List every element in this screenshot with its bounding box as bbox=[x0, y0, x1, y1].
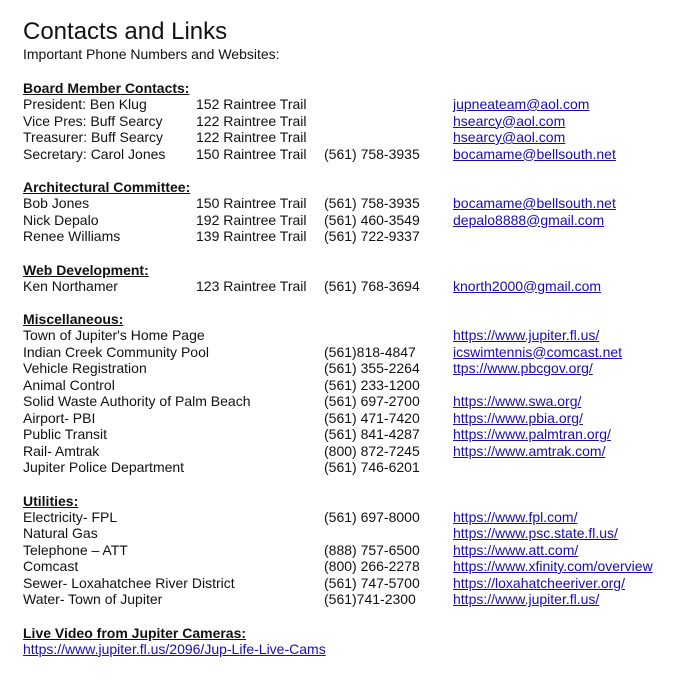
board-address: 122 Raintree Trail bbox=[196, 129, 307, 145]
misc-link[interactable]: https://www.amtrak.com/ bbox=[453, 442, 606, 459]
misc-row bbox=[23, 459, 683, 476]
web-address: 123 Raintree Trail bbox=[196, 277, 307, 294]
utility-phone: (561) 747-5700 bbox=[324, 574, 420, 591]
misc-link[interactable]: https://www.pbia.org/ bbox=[453, 409, 583, 426]
misc-phone: (561) 697-2700 bbox=[324, 393, 420, 409]
utility-name: Sewer- Loxahatchee River District bbox=[23, 574, 235, 591]
web-row bbox=[23, 278, 683, 295]
utility-row bbox=[23, 542, 683, 559]
live-cams-link[interactable]: https://www.jupiter.fl.us/2096/Jup-Life-Live-Cams bbox=[23, 640, 326, 657]
board-email-link[interactable]: hsearcy@aol.com bbox=[453, 129, 566, 145]
misc-phone bbox=[324, 327, 453, 344]
misc-row bbox=[23, 360, 683, 377]
utility-phone bbox=[324, 525, 453, 542]
utility-link[interactable]: https://www.jupiter.fl.us/ bbox=[453, 591, 600, 607]
misc-row bbox=[23, 410, 683, 427]
member-name: Bob Jones bbox=[23, 195, 90, 211]
misc-name: Jupiter Police Department bbox=[23, 459, 185, 475]
misc-phone: (561) 233-1200 bbox=[324, 376, 420, 393]
web-heading: Web Development: bbox=[23, 261, 149, 278]
board-row bbox=[23, 129, 683, 146]
utility-name: Electricity- FPL bbox=[23, 508, 118, 525]
utility-link[interactable]: https://www.psc.state.fl.us/ bbox=[453, 525, 618, 541]
board-role: President: Ben Klug bbox=[23, 96, 147, 112]
web-name: Ken Northamer bbox=[23, 277, 118, 294]
board-role: Treasurer: Buff Searcy bbox=[23, 129, 164, 145]
board-address: 122 Raintree Trail bbox=[196, 112, 307, 129]
misc-row bbox=[23, 377, 683, 394]
board-address: 150 Raintree Trail bbox=[196, 145, 307, 162]
web-email-link[interactable]: knorth2000@gmail.com bbox=[453, 277, 602, 294]
misc-phone: (561) 746-6201 bbox=[324, 459, 420, 475]
misc-row bbox=[23, 344, 683, 361]
board-role: Secretary: Carol Jones bbox=[23, 145, 166, 162]
member-phone: (561) 460-3549 bbox=[324, 211, 420, 228]
misc-phone: (800) 872-7245 bbox=[324, 442, 420, 459]
video-section bbox=[23, 625, 683, 657]
misc-phone: (561) 471-7420 bbox=[324, 409, 420, 426]
member-email-link[interactable]: depalo8888@gmail.com bbox=[453, 211, 605, 228]
utilities-section bbox=[23, 493, 683, 608]
member-phone: (561) 722-9337 bbox=[324, 228, 420, 244]
misc-section bbox=[23, 311, 683, 476]
utility-link[interactable]: https://www.fpl.com/ bbox=[453, 508, 578, 525]
contacts-document bbox=[23, 18, 683, 674]
misc-link[interactable]: https://www.swa.org/ bbox=[453, 393, 582, 409]
misc-phone: (561)818-4847 bbox=[324, 343, 416, 360]
misc-link[interactable]: icswimtennis@comcast.net bbox=[453, 343, 623, 360]
member-email-link[interactable]: bocamame@bellsouth.net bbox=[453, 195, 616, 211]
board-row bbox=[23, 146, 683, 163]
video-heading: Live Video from Jupiter Cameras: bbox=[23, 624, 247, 641]
misc-name: Airport- PBI bbox=[23, 409, 96, 426]
page-subtitle: Important Phone Numbers and Websites: bbox=[23, 46, 280, 62]
member-name: Nick Depalo bbox=[23, 211, 99, 228]
architectural-row bbox=[23, 228, 683, 245]
board-row bbox=[23, 113, 683, 130]
board-heading: Board Member Contacts: bbox=[23, 80, 190, 96]
utility-phone: (561) 697-8000 bbox=[324, 508, 420, 525]
utility-link[interactable]: https://www.xfinity.com/overview bbox=[453, 558, 653, 574]
member-address: 150 Raintree Trail bbox=[196, 195, 307, 211]
utility-row bbox=[23, 525, 683, 542]
board-phone bbox=[324, 129, 453, 146]
board-email-link[interactable]: hsearcy@aol.com bbox=[453, 112, 566, 129]
misc-link[interactable]: ttps://www.pbcgov.org/ bbox=[453, 360, 593, 376]
architectural-heading: Architectural Committee: bbox=[23, 179, 191, 195]
misc-row bbox=[23, 327, 683, 344]
misc-row bbox=[23, 426, 683, 443]
misc-name: Solid Waste Authority of Palm Beach bbox=[23, 393, 251, 409]
utility-name: Water- Town of Jupiter bbox=[23, 591, 163, 607]
board-phone: (561) 758-3935 bbox=[324, 145, 420, 162]
misc-name: Public Transit bbox=[23, 426, 108, 442]
utilities-heading: Utilities: bbox=[23, 492, 79, 509]
misc-name: Rail- Amtrak bbox=[23, 442, 100, 459]
board-phone bbox=[324, 96, 453, 113]
misc-name: Town of Jupiter's Home Page bbox=[23, 327, 205, 343]
misc-name: Animal Control bbox=[23, 376, 115, 393]
web-section bbox=[23, 262, 683, 295]
member-name: Renee Williams bbox=[23, 228, 121, 244]
board-email-link[interactable]: bocamame@bellsouth.net bbox=[453, 145, 616, 162]
misc-row bbox=[23, 393, 683, 410]
member-address: 192 Raintree Trail bbox=[196, 211, 307, 228]
page-title: Contacts and Links bbox=[23, 18, 228, 45]
board-row bbox=[23, 96, 683, 113]
board-section bbox=[23, 80, 683, 162]
architectural-row bbox=[23, 195, 683, 212]
web-phone: (561) 768-3694 bbox=[324, 277, 420, 294]
utility-row bbox=[23, 509, 683, 526]
misc-link[interactable]: https://www.jupiter.fl.us/ bbox=[453, 327, 600, 343]
board-email-link[interactable]: jupneateam@aol.com bbox=[453, 96, 590, 112]
utility-phone: (561)741-2300 bbox=[324, 591, 416, 607]
utility-phone: (800) 266-2278 bbox=[324, 558, 420, 574]
misc-phone: (561) 841-4287 bbox=[324, 426, 420, 442]
misc-heading: Miscellaneous: bbox=[23, 311, 124, 327]
utility-row bbox=[23, 575, 683, 592]
utility-name: Natural Gas bbox=[23, 525, 98, 541]
misc-phone: (561) 355-2264 bbox=[324, 360, 420, 376]
misc-name: Vehicle Registration bbox=[23, 360, 147, 376]
board-role: Vice Pres: Buff Searcy bbox=[23, 112, 163, 129]
utility-row bbox=[23, 591, 683, 608]
utility-phone: (888) 757-6500 bbox=[324, 541, 420, 558]
utility-name: Comcast bbox=[23, 558, 79, 574]
misc-row bbox=[23, 443, 683, 460]
utility-link[interactable]: https://www.att.com/ bbox=[453, 541, 579, 558]
member-address: 139 Raintree Trail bbox=[196, 228, 307, 244]
utility-name: Telephone – ATT bbox=[23, 541, 128, 558]
misc-link[interactable]: https://www.palmtran.org/ bbox=[453, 426, 611, 442]
board-address: 152 Raintree Trail bbox=[196, 96, 307, 112]
utility-link[interactable]: https://loxahatcheeriver.org/ bbox=[453, 574, 625, 591]
member-phone: (561) 758-3935 bbox=[324, 195, 420, 211]
architectural-row bbox=[23, 212, 683, 229]
misc-name: Indian Creek Community Pool bbox=[23, 343, 209, 360]
board-phone bbox=[324, 113, 453, 130]
utility-row bbox=[23, 558, 683, 575]
architectural-section bbox=[23, 179, 683, 245]
